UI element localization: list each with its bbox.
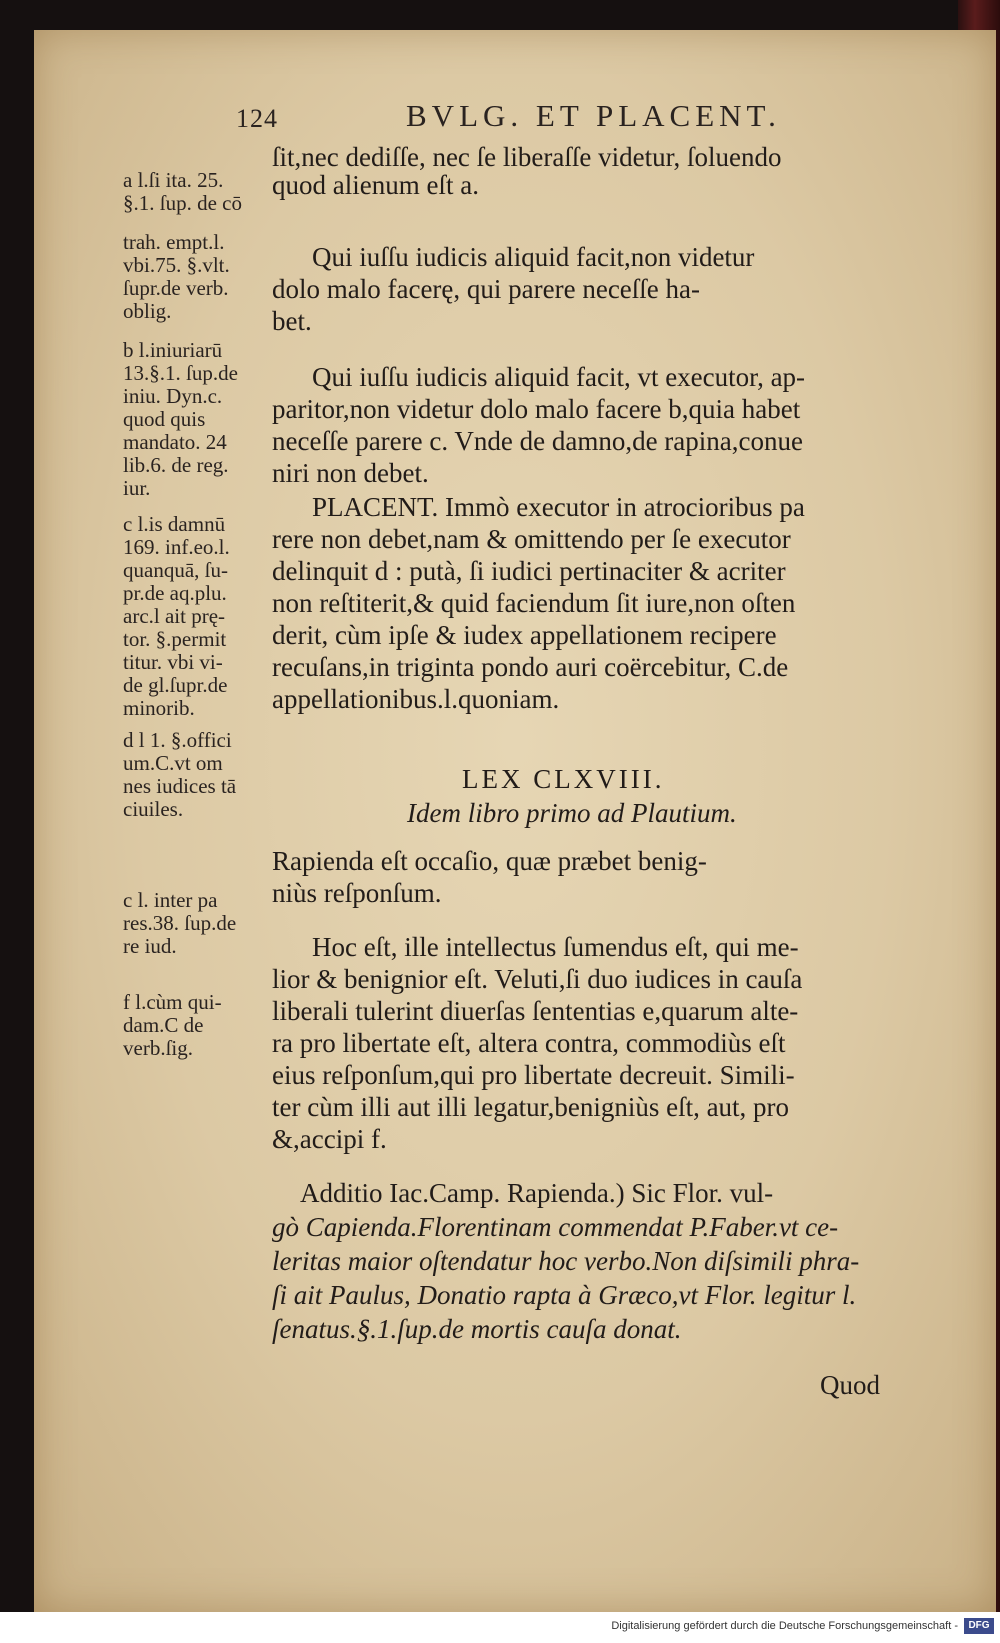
text-line: quod alienum eſt a.	[272, 170, 479, 200]
margin-note-line: b l.iniuriarū	[123, 338, 223, 362]
text-line: Qui iuſſu iudicis aliquid facit,non videtur	[312, 242, 755, 272]
margin-note-line: a l.ſi ita. 25.	[123, 168, 224, 192]
margin-note-line: oblig.	[123, 299, 172, 323]
text-line: recuſans,in triginta pondo auri coërcebitur, C.de	[272, 652, 789, 682]
margin-note-line: vbi.75. §.vlt.	[123, 253, 230, 277]
text-line: PLACENT. Immò executor in atrocioribus pa	[312, 492, 805, 522]
running-title: BVLG. ET PLACENT.	[406, 98, 781, 133]
margin-note-line: trah. empt.l.	[123, 230, 225, 254]
text-line: ter cùm illi aut illi legatur,benigniùs eſt, aut, pro	[272, 1092, 790, 1122]
margin-note-line: minorib.	[123, 696, 195, 720]
text-line: neceſſe parere c. Vnde de damno,de rapina,conue	[272, 426, 803, 456]
text-line: liberali tulerint diuerſas ſententias e,quarum alte-	[272, 996, 799, 1026]
folio-number: 124	[236, 104, 278, 133]
margin-note-line: c l. inter pa	[123, 888, 218, 912]
text-line: non reſtiterit,& quid faciendum ſit iure,non oſten	[272, 588, 796, 618]
text-line: delinquit d : putà, ſi iudici pertinaciter & acriter	[272, 556, 786, 586]
text-line: Rapienda eſt occaſio, quæ præbet benig-	[272, 846, 707, 876]
margin-note-line: f l.cùm qui-	[123, 990, 222, 1014]
text-line: bet.	[272, 306, 312, 336]
margin-note-line: iur.	[123, 476, 151, 500]
text-line: gò Capienda.Florentinam commendat P.Faber.vt ce-	[272, 1212, 839, 1242]
text-line: derit, cùm ipſe & iudex appellationem recipere	[272, 620, 777, 650]
margin-note-line: ciuiles.	[123, 797, 184, 821]
margin-note-line: mandato. 24	[123, 430, 227, 454]
text-line: niri non debet.	[272, 458, 429, 488]
margin-note-line: 169. inf.eo.l.	[123, 535, 230, 559]
margin-note-line: um.C.vt om	[123, 751, 223, 775]
footer-credit: Digitalisierung gefördert durch die Deutsche Forschungsgemeinschaft -	[611, 1620, 958, 1632]
text-line: Qui iuſſu iudicis aliquid facit, vt executor, ap-	[312, 362, 806, 392]
margin-note-line: quanquā, ſu-	[123, 558, 228, 582]
margin-note-line: pr.de aq.plu.	[123, 581, 227, 605]
text-line: ra pro libertate eſt, altera contra, commodiùs eſt	[272, 1028, 786, 1058]
margin-note-line: titur. vbi vi-	[123, 650, 223, 674]
text-line: leritas maior oſtendatur hoc verbo.Non diſsimili phra-	[272, 1246, 860, 1276]
margin-note-line: §.1. ſup. de cō	[123, 191, 242, 215]
text-line: niùs reſponſum.	[272, 878, 442, 908]
margin-note-line: ſupr.de verb.	[123, 276, 229, 300]
text-line: eius reſponſum,qui pro libertate decreuit. Simili-	[272, 1060, 795, 1090]
text-line: rere non debet,nam & omittendo per ſe executor	[272, 524, 791, 554]
text-line: ſenatus.§.1.ſup.de mortis cauſa donat.	[272, 1314, 682, 1344]
margin-note-line: d l 1. §.offici	[123, 728, 232, 752]
text-line: &,accipi f.	[272, 1124, 387, 1154]
text-line: dolo malo facerę, qui parere neceſſe ha-	[272, 274, 701, 304]
text-line: ſi ait Paulus, Donatio rapta à Græco,vt Flor. legitur l.	[272, 1280, 857, 1310]
margin-note-line: iniu. Dyn.c.	[123, 384, 223, 408]
text-line: appellationibus.l.quoniam.	[272, 684, 560, 714]
margin-note-line: quod quis	[123, 407, 206, 431]
margin-note-line: arc.l ait prę-	[123, 604, 226, 628]
margin-note-line: de gl.ſupr.de	[123, 673, 228, 697]
margin-note-line: 13.§.1. ſup.de	[123, 361, 238, 385]
text-line: ſit,nec dediſſe, nec ſe liberaſſe videtur, ſoluendo	[272, 142, 782, 172]
text-line: Additio Iac.Camp. Rapienda.) Sic Flor. vul-	[300, 1178, 774, 1208]
margin-note-line: nes iudices tā	[123, 774, 237, 798]
margin-note-line: c l.is damnū	[123, 512, 226, 536]
section-heading: LEX CLXVIII.	[462, 764, 665, 794]
text-line: paritor,non videtur dolo malo facere b,quia habet	[272, 394, 801, 424]
margin-note-line: dam.C de	[123, 1013, 204, 1037]
text-line: Hoc eſt, ille intellectus ſumendus eſt, qui me-	[312, 932, 799, 962]
margin-note-line: res.38. ſup.de	[123, 911, 237, 935]
text-line: lior & benignior eſt. Veluti,ſi duo iudices in cauſa	[272, 964, 803, 994]
margin-note-line: tor. §.permit	[123, 627, 227, 651]
margin-note-line: re iud.	[123, 934, 177, 958]
margin-note-line: verb.ſig.	[123, 1036, 193, 1060]
section-subheading: Idem libro primo ad Plautium.	[407, 798, 737, 828]
text-line: Quod	[820, 1370, 880, 1400]
dfg-logo: DFG	[964, 1618, 994, 1634]
margin-note-line: lib.6. de reg.	[123, 453, 229, 477]
